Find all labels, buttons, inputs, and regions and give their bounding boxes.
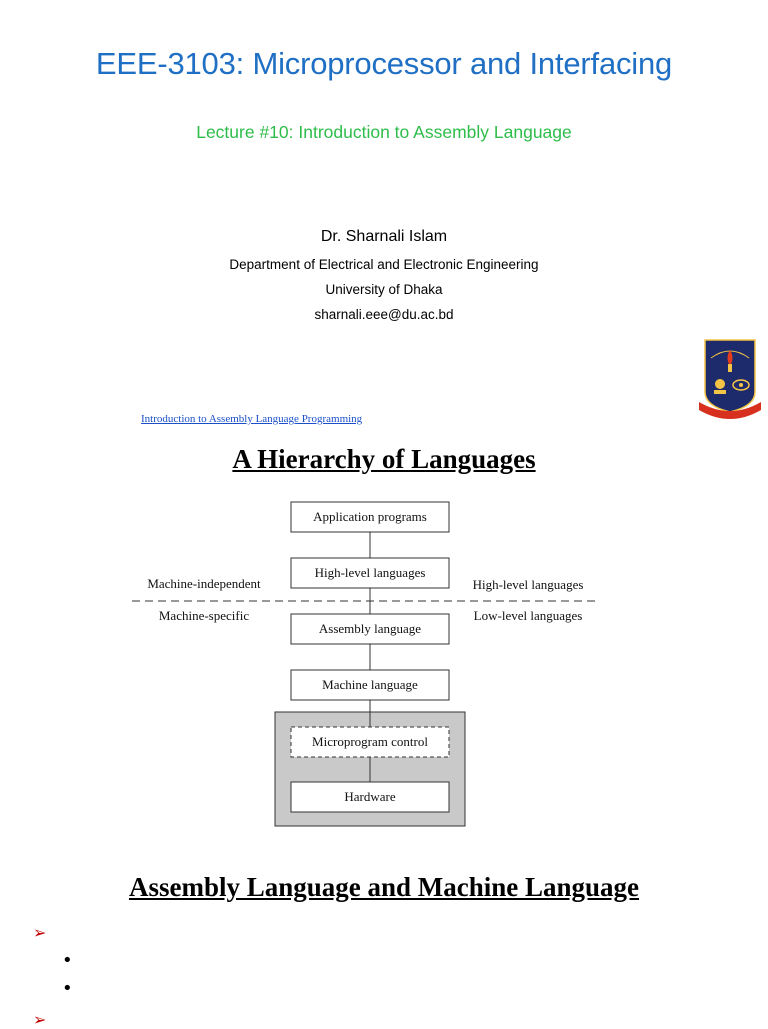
- author-name: Dr. Sharnali Islam: [320, 228, 448, 245]
- language-hierarchy-diagram: [0, 490, 768, 835]
- label-machine-specific: Machine-specific: [158, 608, 250, 623]
- label-application-programs: Application programs: [313, 509, 427, 524]
- department-name: Department of Electrical and Electronic Engineering: [229, 257, 539, 272]
- label-high-level-languages: High-level languages: [314, 565, 426, 580]
- course-title: EEE-3103: Microprocessor and Interfacing: [95, 46, 673, 81]
- label-high-level-right: High-level languages: [472, 577, 584, 592]
- university-name: University of Dhaka: [325, 282, 443, 297]
- arrow-bullet-icon: ➢: [33, 923, 47, 942]
- dot-bullet-icon: •: [62, 950, 73, 971]
- lecture-title: Lecture #10: Introduction to Assembly Language: [196, 122, 572, 142]
- section-heading-hierarchy: A Hierarchy of Languages: [232, 444, 536, 474]
- label-assembly-language: Assembly language: [318, 621, 422, 636]
- section-heading-assembly-machine: Assembly Language and Machine Language: [128, 872, 640, 902]
- label-hardware: Hardware: [344, 789, 396, 804]
- label-microprogram-control: Microprogram control: [312, 734, 428, 749]
- label-machine-independent: Machine-independent: [147, 576, 261, 591]
- author-email[interactable]: sharnali.eee@du.ac.bd: [314, 307, 454, 322]
- reference-link[interactable]: Introduction to Assembly Language Programming: [141, 413, 363, 425]
- university-seal-icon: [697, 336, 763, 422]
- label-low-level-right: Low-level languages: [473, 608, 583, 623]
- dot-bullet-icon: •: [62, 978, 73, 999]
- label-machine-language: Machine language: [322, 677, 418, 692]
- arrow-bullet-icon: ➢: [33, 1010, 47, 1029]
